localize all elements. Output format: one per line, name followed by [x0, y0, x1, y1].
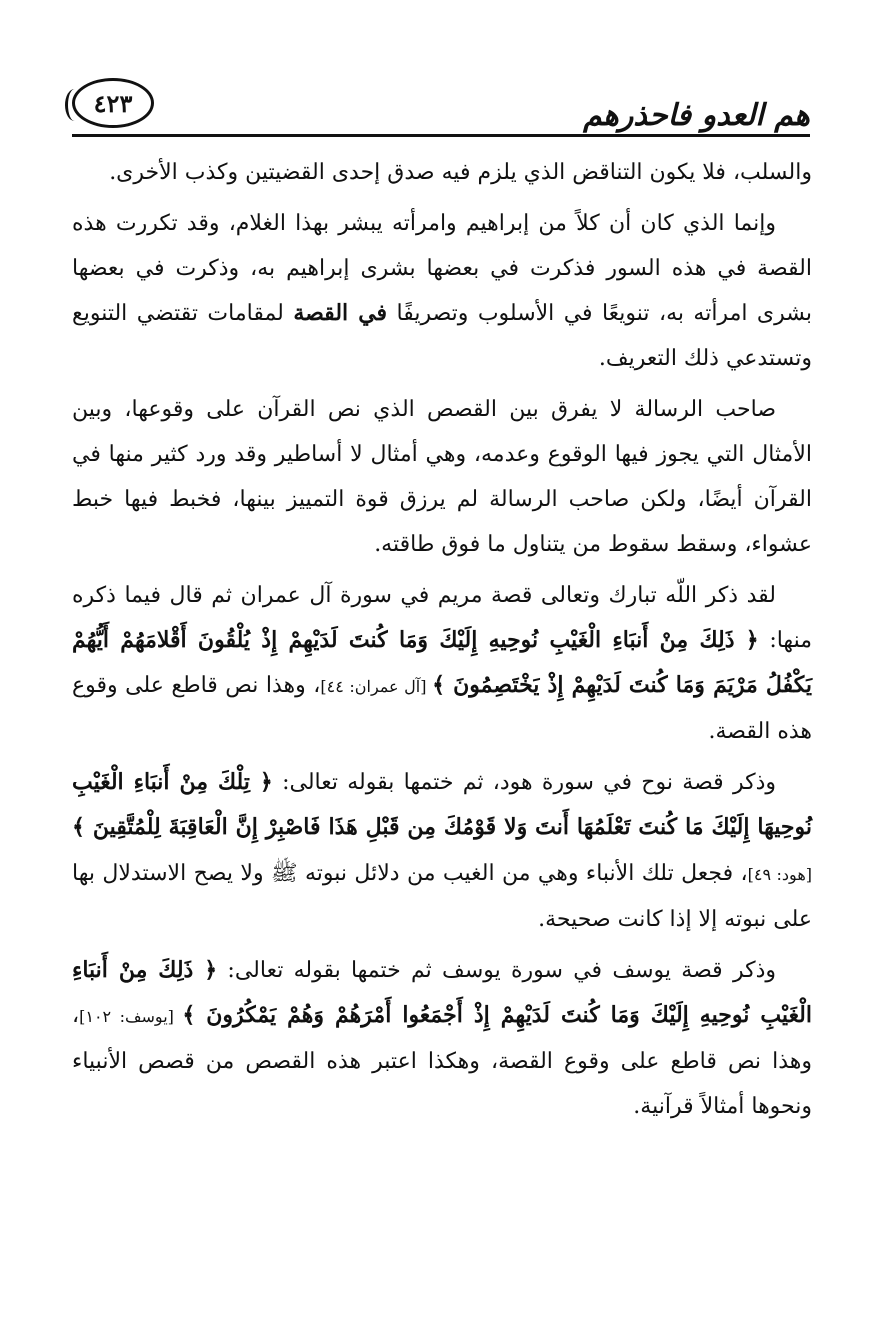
paragraph-6-text-a: وذكر قصة يوسف في سورة يوسف ثم ختمها بقوله تعالى:	[217, 958, 776, 983]
quran-verse-hud: ﴿ تِلْكَ مِنْ أَنبَاءِ الْغَيْبِ نُوحِيهَا إِلَيْكَ مَا كُنتَ تَعْلَمُهَا أَنتَ وَلا قَوْمُكَ مِن قَبْلِ هَذَا فَاصْبِرْ إِنَّ الْعَاقِبَةَ لِلْمُتَّقِينَ ﴾	[72, 769, 812, 840]
page-body	[72, 150, 812, 1129]
page-header	[72, 72, 810, 142]
quran-verse-al-imran: ﴿ ذَلِكَ مِنْ أَنبَاءِ الْغَيْبِ نُوحِيهِ إِلَيْكَ وَمَا كُنتَ لَدَيْهِمْ إِذْ يُلْقُونَ أَقْلامَهُمْ أَيُّهُمْ يَكْفُلُ مَرْيَمَ وَمَا كُنتَ لَدَيْهِمْ إِذْ يَخْتَصِمُونَ ﴾	[72, 627, 812, 698]
paragraph-1: والسلب، فلا يكون التناقض الذي يلزم فيه صدق إحدى القضيتين وكذب الأخرى.	[109, 160, 812, 185]
paragraph-2-bold: في القصة	[293, 300, 388, 326]
quran-verse-yusuf: ﴿ ذَلِكَ مِنْ أَنبَاءِ الْغَيْبِ نُوحِيهِ إِلَيْكَ وَمَا كُنتَ لَدَيْهِمْ إِذْ أَجْمَعُوا أَمْرَهُمْ وَهُمْ يَمْكُرُونَ ﴾	[72, 957, 813, 1028]
paragraph-6	[72, 948, 812, 1129]
verse-reference-yusuf: [يوسف: ١٠٢]	[79, 1007, 183, 1026]
paragraph-5-text-a: وذكر قصة نوح في سورة هود، ثم ختمها بقوله تعالى:	[272, 770, 776, 795]
paragraph-3: صاحب الرسالة لا يفرق بين القصص الذي نص القرآن على وقوعها، وبين الأمثال التي يجوز فيها الوقوع وعدمه، وهي أمثال لا أساطير وقد ورد كثير منها في القرآن أيضًا، ولكن صاحب الرسالة لم يرزق قوة التمييز بينها، فخبط فيها خبط عشواء، وسقط سقوط من يتناول ما فوق طاقته.	[72, 397, 812, 557]
header-divider	[72, 134, 810, 137]
paragraph-2	[72, 201, 812, 381]
paragraph-6-text-b: ، وهذا نص قاطع على وقوع القصة، وهكذا اعتبر هذه القصص من قصص الأنبياء ونحوها أمثالاً قرآنية.	[72, 1003, 812, 1119]
running-title: هم العدو فاحذرهم	[583, 98, 810, 133]
verse-reference-al-imran: [آل عمران: ٤٤]	[320, 677, 433, 696]
paragraph-4	[72, 573, 812, 754]
paragraph-5-text-b: ، فجعل تلك الأنباء وهي من الغيب من دلائل نبوته ﷺ ولا يصح الاستدلال بها على نبوته إلا إذا كانت صحيحة.	[72, 861, 812, 932]
verse-reference-hud: [هود: ٤٩]	[747, 865, 813, 884]
page-number: ٤٢٣	[72, 78, 154, 128]
paragraph-5	[72, 760, 812, 942]
paragraph-2-text-a: وإنما الذي كان أن كلاً من إبراهيم وامرأته يبشر بهذا الغلام، وقد تكررت هذه القصة في هذه السور فذكرت في بعضها بشرى إبراهيم به، وذكرت في بعضها بشرى امرأته به، تنويعًا في الأسلوب وتصريفًا	[72, 211, 812, 326]
paragraph-4-text-a: لقد ذكر اللّه تبارك وتعالى قصة مريم في سورة آل عمران ثم قال فيما ذكره منها:	[72, 583, 812, 653]
paragraph-2-text-b: لمقامات تقتضي التنويع وتستدعي ذلك التعريف.	[72, 301, 812, 371]
paragraph-4-text-b: ، وهذا نص قاطع على وقوع هذه القصة.	[72, 673, 812, 744]
